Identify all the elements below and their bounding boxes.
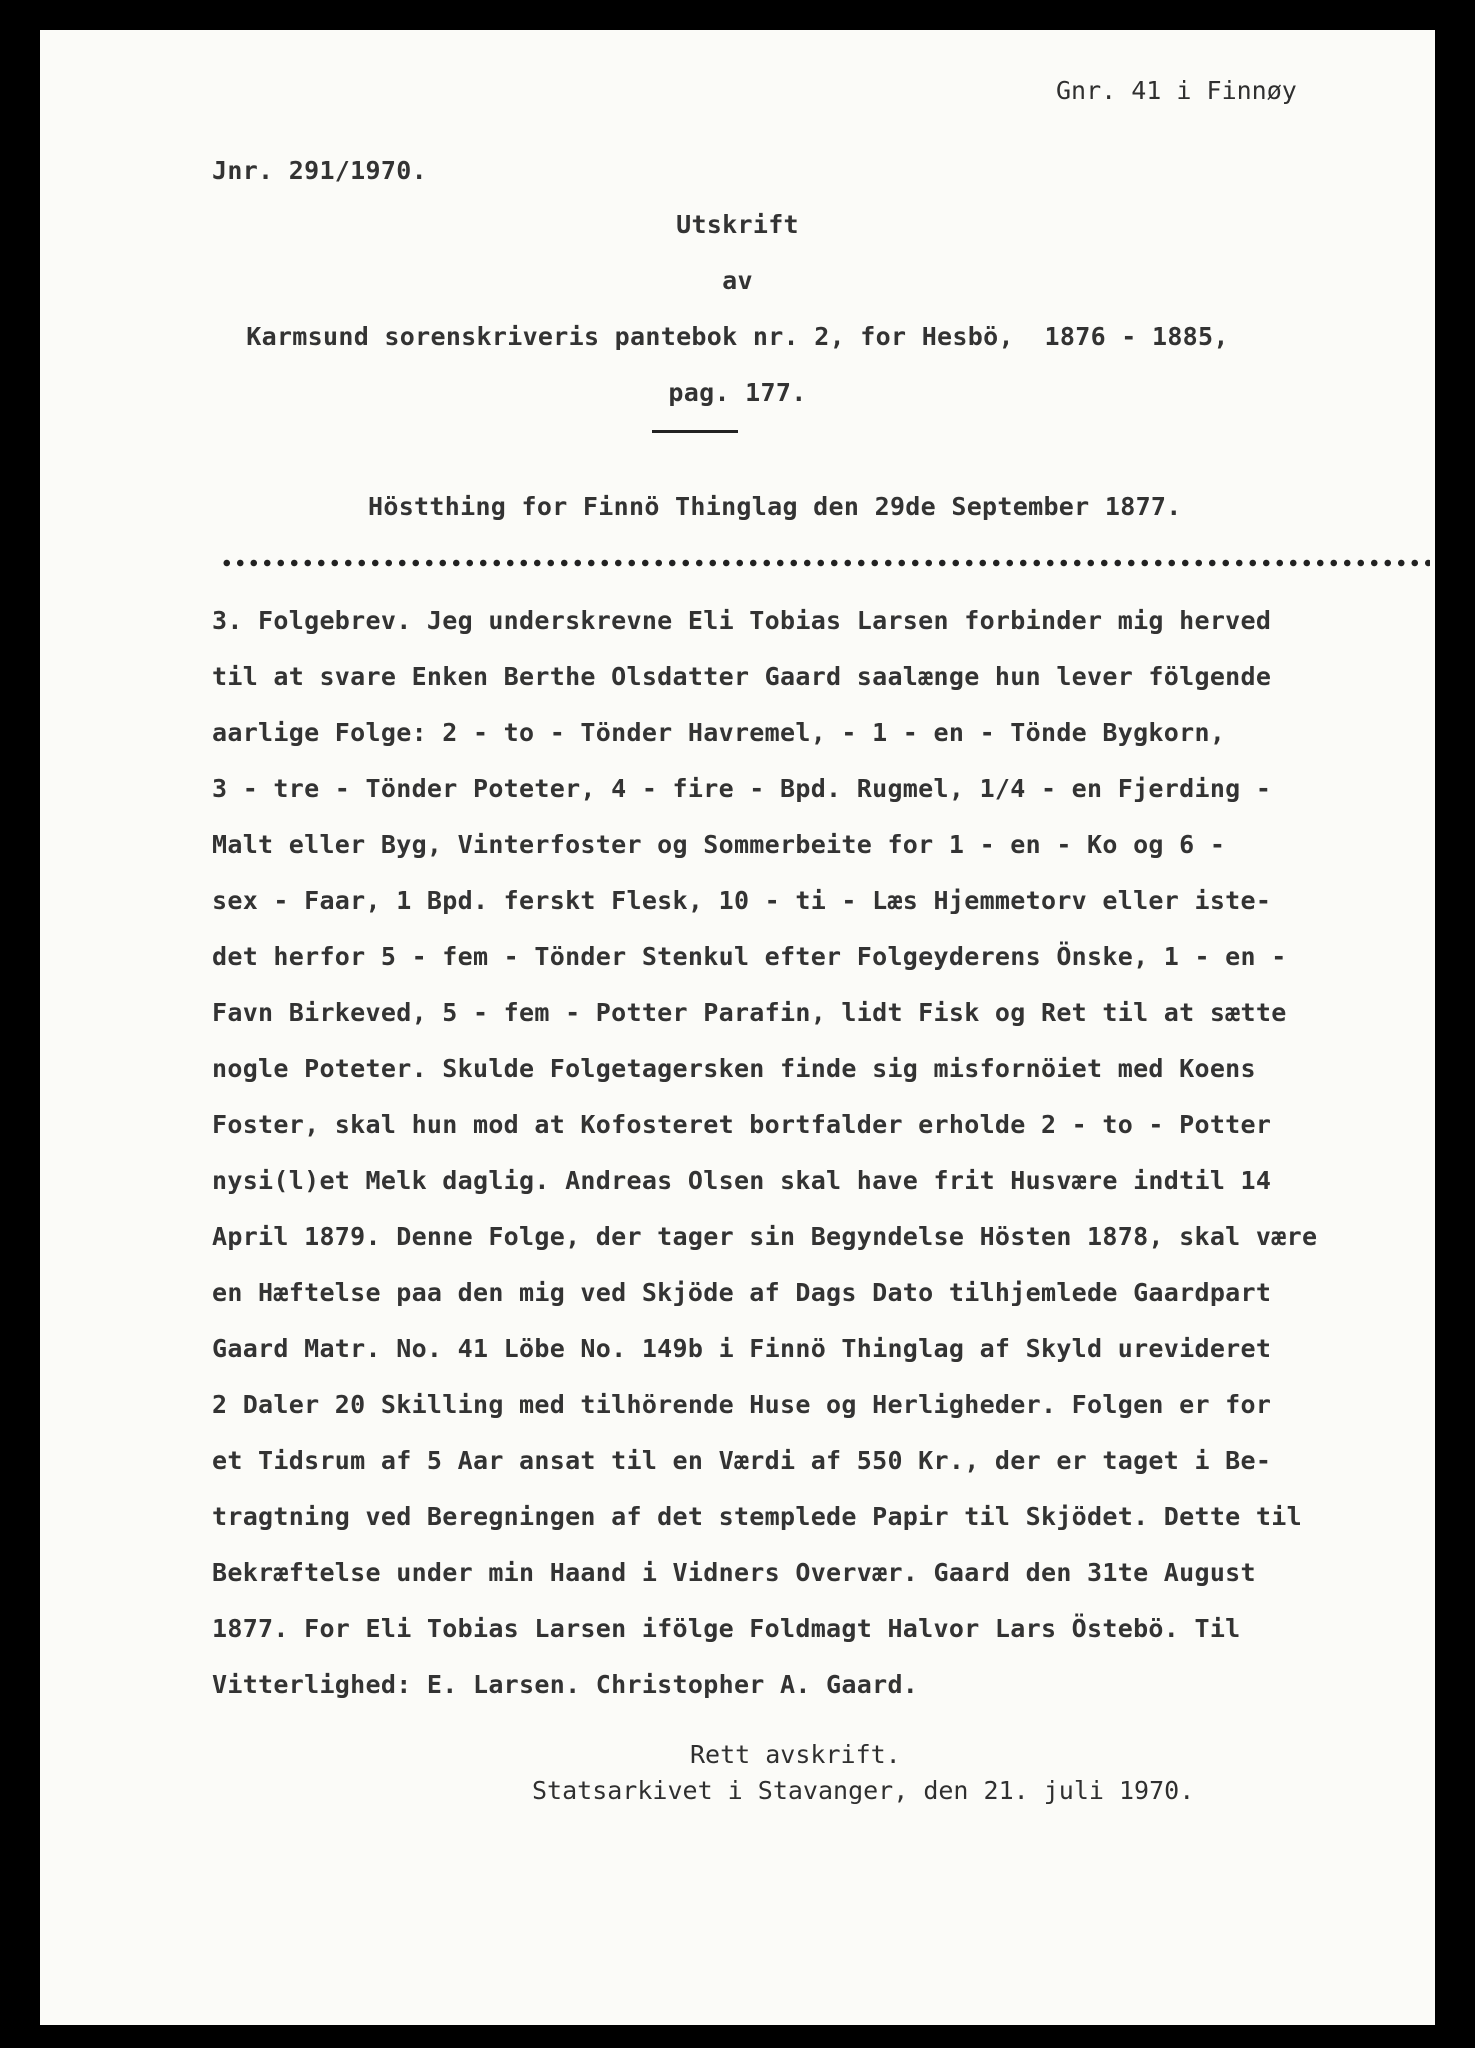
- body-line: til at svare Enken Berthe Olsdatter Gaard saalænge hun lever fölgende: [212, 662, 1272, 691]
- body-line: Vitterlighed: E. Larsen. Christopher A. Gaard.: [212, 1670, 919, 1699]
- body-line: Bekræftelse under min Haand i Vidners Overvær. Gaard den 31te August: [212, 1558, 1256, 1587]
- body-line: Foster, skal hun mod at Kofosteret bortfalder erholde 2 - to - Potter: [212, 1110, 1272, 1139]
- title-av: av: [722, 266, 753, 295]
- body-line: 1877. For Eli Tobias Larsen ifölge Foldmagt Halvor Lars Östebö. Til: [212, 1614, 1241, 1643]
- archive-signature: Statsarkivet i Stavanger, den 21. juli 1970.: [532, 1776, 1195, 1805]
- body-line: Gaard Matr. No. 41 Löbe No. 149b i Finnö Thinglag af Skyld urevideret: [212, 1334, 1272, 1363]
- title-page: pag. 177.: [668, 378, 807, 407]
- body-line: sex - Faar, 1 Bpd. ferskt Flesk, 10 - ti - Læs Hjemmetorv eller iste-: [212, 886, 1272, 915]
- certification-note: Rett avskrift.: [690, 1740, 901, 1769]
- body-line: 3. Folgebrev. Jeg underskrevne Eli Tobias Larsen forbinder mig herved: [212, 606, 1272, 635]
- session-heading: Höstthing for Finnö Thinglag den 29de September 1877.: [368, 492, 1182, 521]
- dotted-separator: [220, 558, 1430, 568]
- document-page: [40, 30, 1435, 2025]
- body-line: Malt eller Byg, Vinterfoster og Sommerbeite for 1 - en - Ko og 6 -: [212, 830, 1226, 859]
- body-line: Favn Birkeved, 5 - fem - Potter Parafin, lidt Fisk og Ret til at sætte: [212, 998, 1287, 1027]
- separator-rule: [652, 430, 738, 433]
- body-line: 3 - tre - Tönder Poteter, 4 - fire - Bpd. Rugmel, 1/4 - en Fjerding -: [212, 774, 1272, 803]
- body-line: det herfor 5 - fem - Tönder Stenkul efter Folgeyderens Önske, 1 - en -: [212, 942, 1287, 971]
- title-utskrift: Utskrift: [676, 210, 799, 239]
- body-line: tragtning ved Beregningen af det stemplede Papir til Skjödet. Dette til: [212, 1502, 1302, 1531]
- journal-number: Jnr. 291/1970.: [212, 156, 427, 185]
- body-line: nogle Poteter. Skulde Folgetagersken finde sig misfornöiet med Koens: [212, 1054, 1256, 1083]
- body-line: 2 Daler 20 Skilling med tilhörende Huse og Herligheder. Folgen er for: [212, 1390, 1272, 1419]
- body-line: aarlige Folge: 2 - to - Tönder Havremel, - 1 - en - Tönde Bygkorn,: [212, 718, 1226, 747]
- gnr-reference: Gnr. 41 i Finnøy: [1056, 76, 1297, 105]
- body-line: et Tidsrum af 5 Aar ansat til en Værdi af 550 Kr., der er taget i Be-: [212, 1446, 1272, 1475]
- body-line: April 1879. Denne Folge, der tager sin Begyndelse Hösten 1878, skal være: [212, 1222, 1318, 1251]
- body-line: nysi(l)et Melk daglig. Andreas Olsen skal have frit Husvære indtil 14: [212, 1166, 1272, 1195]
- title-source: Karmsund sorenskriveris pantebok nr. 2, for Hesbö, 1876 - 1885,: [246, 322, 1229, 351]
- body-line: en Hæftelse paa den mig ved Skjöde af Dags Dato tilhjemlede Gaardpart: [212, 1278, 1272, 1307]
